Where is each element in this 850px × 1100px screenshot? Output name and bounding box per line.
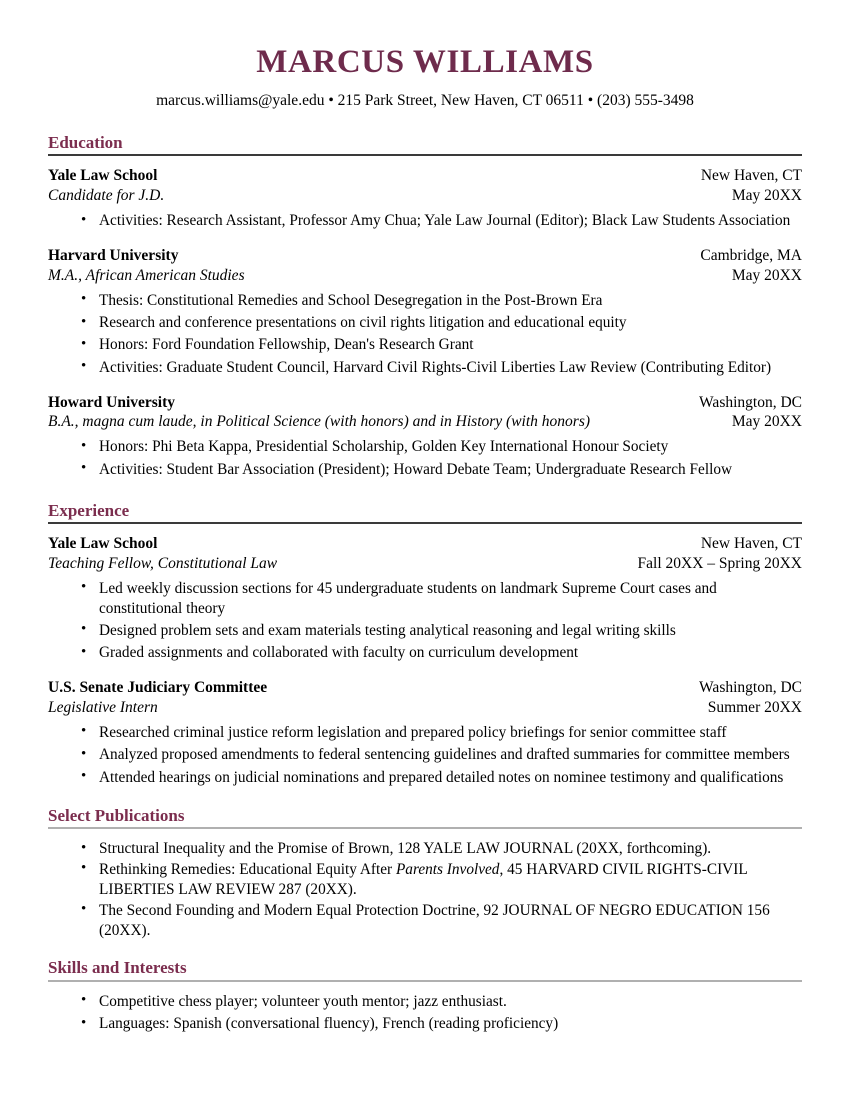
role-date: Summer 20XX <box>707 699 802 717</box>
list-item: • Activities: Student Bar Association (President); Howard Debate Team; Undergraduate Research Fellow <box>48 460 802 480</box>
bullet-list <box>48 437 802 479</box>
list-item: • Analyzed proposed amendments to federal sentencing guidelines and drafted summaries for committee members <box>48 745 802 765</box>
role-date: May 20XX <box>731 413 802 431</box>
list-item: • Researched criminal justice reform legislation and prepared policy briefings for senior committee staff <box>48 723 802 743</box>
role-date: May 20XX <box>731 187 802 205</box>
section-rule-education <box>48 154 802 156</box>
entry-line-org <box>48 534 802 554</box>
list-item: • Thesis: Constitutional Remedies and School Desegregation in the Post-Brown Era <box>48 291 802 311</box>
publication-text-post: , 45 HARVARD CIVIL RIGHTS-CIVIL LIBERTIES LAW REVIEW 287 (20XX). <box>99 860 748 898</box>
entry-line-org <box>48 678 802 698</box>
publication-text-pre: Structural Inequality and the Promise of Brown, 128 YALE LAW JOURNAL (20XX, forthcoming). <box>99 840 712 858</box>
list-item <box>48 839 802 859</box>
list-item: • Designed problem sets and exam materials testing analytical reasoning and legal writing skills <box>48 621 802 641</box>
publication-text-pre: The Second Founding and Modern Equal Protection Doctrine, 92 JOURNAL OF NEGRO EDUCATION 156 (20XX). <box>99 901 770 939</box>
section-experience <box>48 501 802 788</box>
entry-line-org <box>48 246 802 266</box>
publication-case-name: Parents Involved <box>395 860 500 878</box>
education-entry-howard <box>48 393 802 480</box>
section-rule-publications <box>48 827 802 829</box>
list-item: • Languages: Spanish (conversational fluency), French (reading proficiency) <box>48 1014 802 1034</box>
list-item: • Activities: Graduate Student Council, Harvard Civil Rights-Civil Liberties Law Review (Contributing Editor) <box>48 358 802 378</box>
experience-entry-senate <box>48 678 802 787</box>
list-item <box>48 901 802 941</box>
section-education <box>48 133 802 480</box>
section-title-experience: Experience <box>48 500 130 520</box>
org-location: Cambridge, MA <box>700 246 802 264</box>
list-item: • Honors: Ford Foundation Fellowship, Dean's Research Grant <box>48 335 802 355</box>
role-title: Teaching Fellow, Constitutional Law <box>48 554 278 572</box>
section-rule-experience <box>48 522 802 524</box>
candidate-name: MARCUS WILLIAMS <box>256 44 594 80</box>
publication-list <box>48 839 802 940</box>
role-title: M.A., African American Studies <box>48 266 245 284</box>
section-title-publications: Select Publications <box>48 805 185 825</box>
role-date: Fall 20XX – Spring 20XX <box>637 554 802 572</box>
bullet-list <box>48 291 802 378</box>
entry-line-role <box>48 554 802 574</box>
org-name: Yale Law School <box>48 535 158 553</box>
bullet-list <box>48 723 802 788</box>
contact-line: marcus.williams@yale.edu • 215 Park Street, New Haven, CT 06511 • (203) 555-3498 <box>156 92 694 110</box>
org-location: New Haven, CT <box>700 167 802 185</box>
org-name: Harvard University <box>48 246 179 264</box>
list-item: • Graded assignments and collaborated with faculty on curriculum development <box>48 643 802 663</box>
publication-text-pre: Rethinking Remedies: Educational Equity After <box>99 860 396 878</box>
role-date: May 20XX <box>731 266 802 284</box>
role-title: B.A., magna cum laude, in Political Science (with honors) and in History (with honors) <box>48 413 591 431</box>
role-title: Candidate for J.D. <box>48 187 165 205</box>
section-title-skills: Skills and Interests <box>48 958 187 978</box>
section-rule-skills <box>48 980 802 982</box>
experience-entry-yale <box>48 534 802 663</box>
entry-line-org <box>48 166 802 186</box>
bullet-list <box>48 579 802 664</box>
entry-line-role <box>48 698 802 718</box>
entry-line-role <box>48 266 802 286</box>
education-entry-yale <box>48 166 802 231</box>
skills-list <box>48 992 802 1034</box>
org-name: Howard University <box>48 393 176 411</box>
org-name: Yale Law School <box>48 167 158 185</box>
section-skills <box>48 958 802 1034</box>
list-item: • Activities: Research Assistant, Professor Amy Chua; Yale Law Journal (Editor); Black Law Students Association <box>48 211 802 231</box>
org-location: Washington, DC <box>699 393 802 411</box>
entry-line-org <box>48 393 802 413</box>
bullet-list <box>48 211 802 231</box>
org-location: Washington, DC <box>699 679 802 697</box>
entry-line-role <box>48 412 802 432</box>
list-item: • Research and conference presentations on civil rights litigation and educational equity <box>48 313 802 333</box>
list-item <box>48 860 802 900</box>
list-item: • Attended hearings on judicial nominations and prepared detailed notes on nominee testimony and qualifications <box>48 768 802 788</box>
list-item: • Led weekly discussion sections for 45 undergraduate students on landmark Supreme Court cases and constitutional theory <box>48 579 802 619</box>
list-item: • Competitive chess player; volunteer youth mentor; jazz enthusiast. <box>48 992 802 1012</box>
org-location: New Haven, CT <box>700 535 802 553</box>
section-publications <box>48 806 802 941</box>
role-title: Legislative Intern <box>48 699 158 717</box>
org-name: U.S. Senate Judiciary Committee <box>48 679 268 697</box>
list-item: • Honors: Phi Beta Kappa, Presidential Scholarship, Golden Key International Honour Society <box>48 437 802 457</box>
section-title-education: Education <box>48 132 123 152</box>
entry-line-role <box>48 186 802 206</box>
education-entry-harvard <box>48 246 802 378</box>
